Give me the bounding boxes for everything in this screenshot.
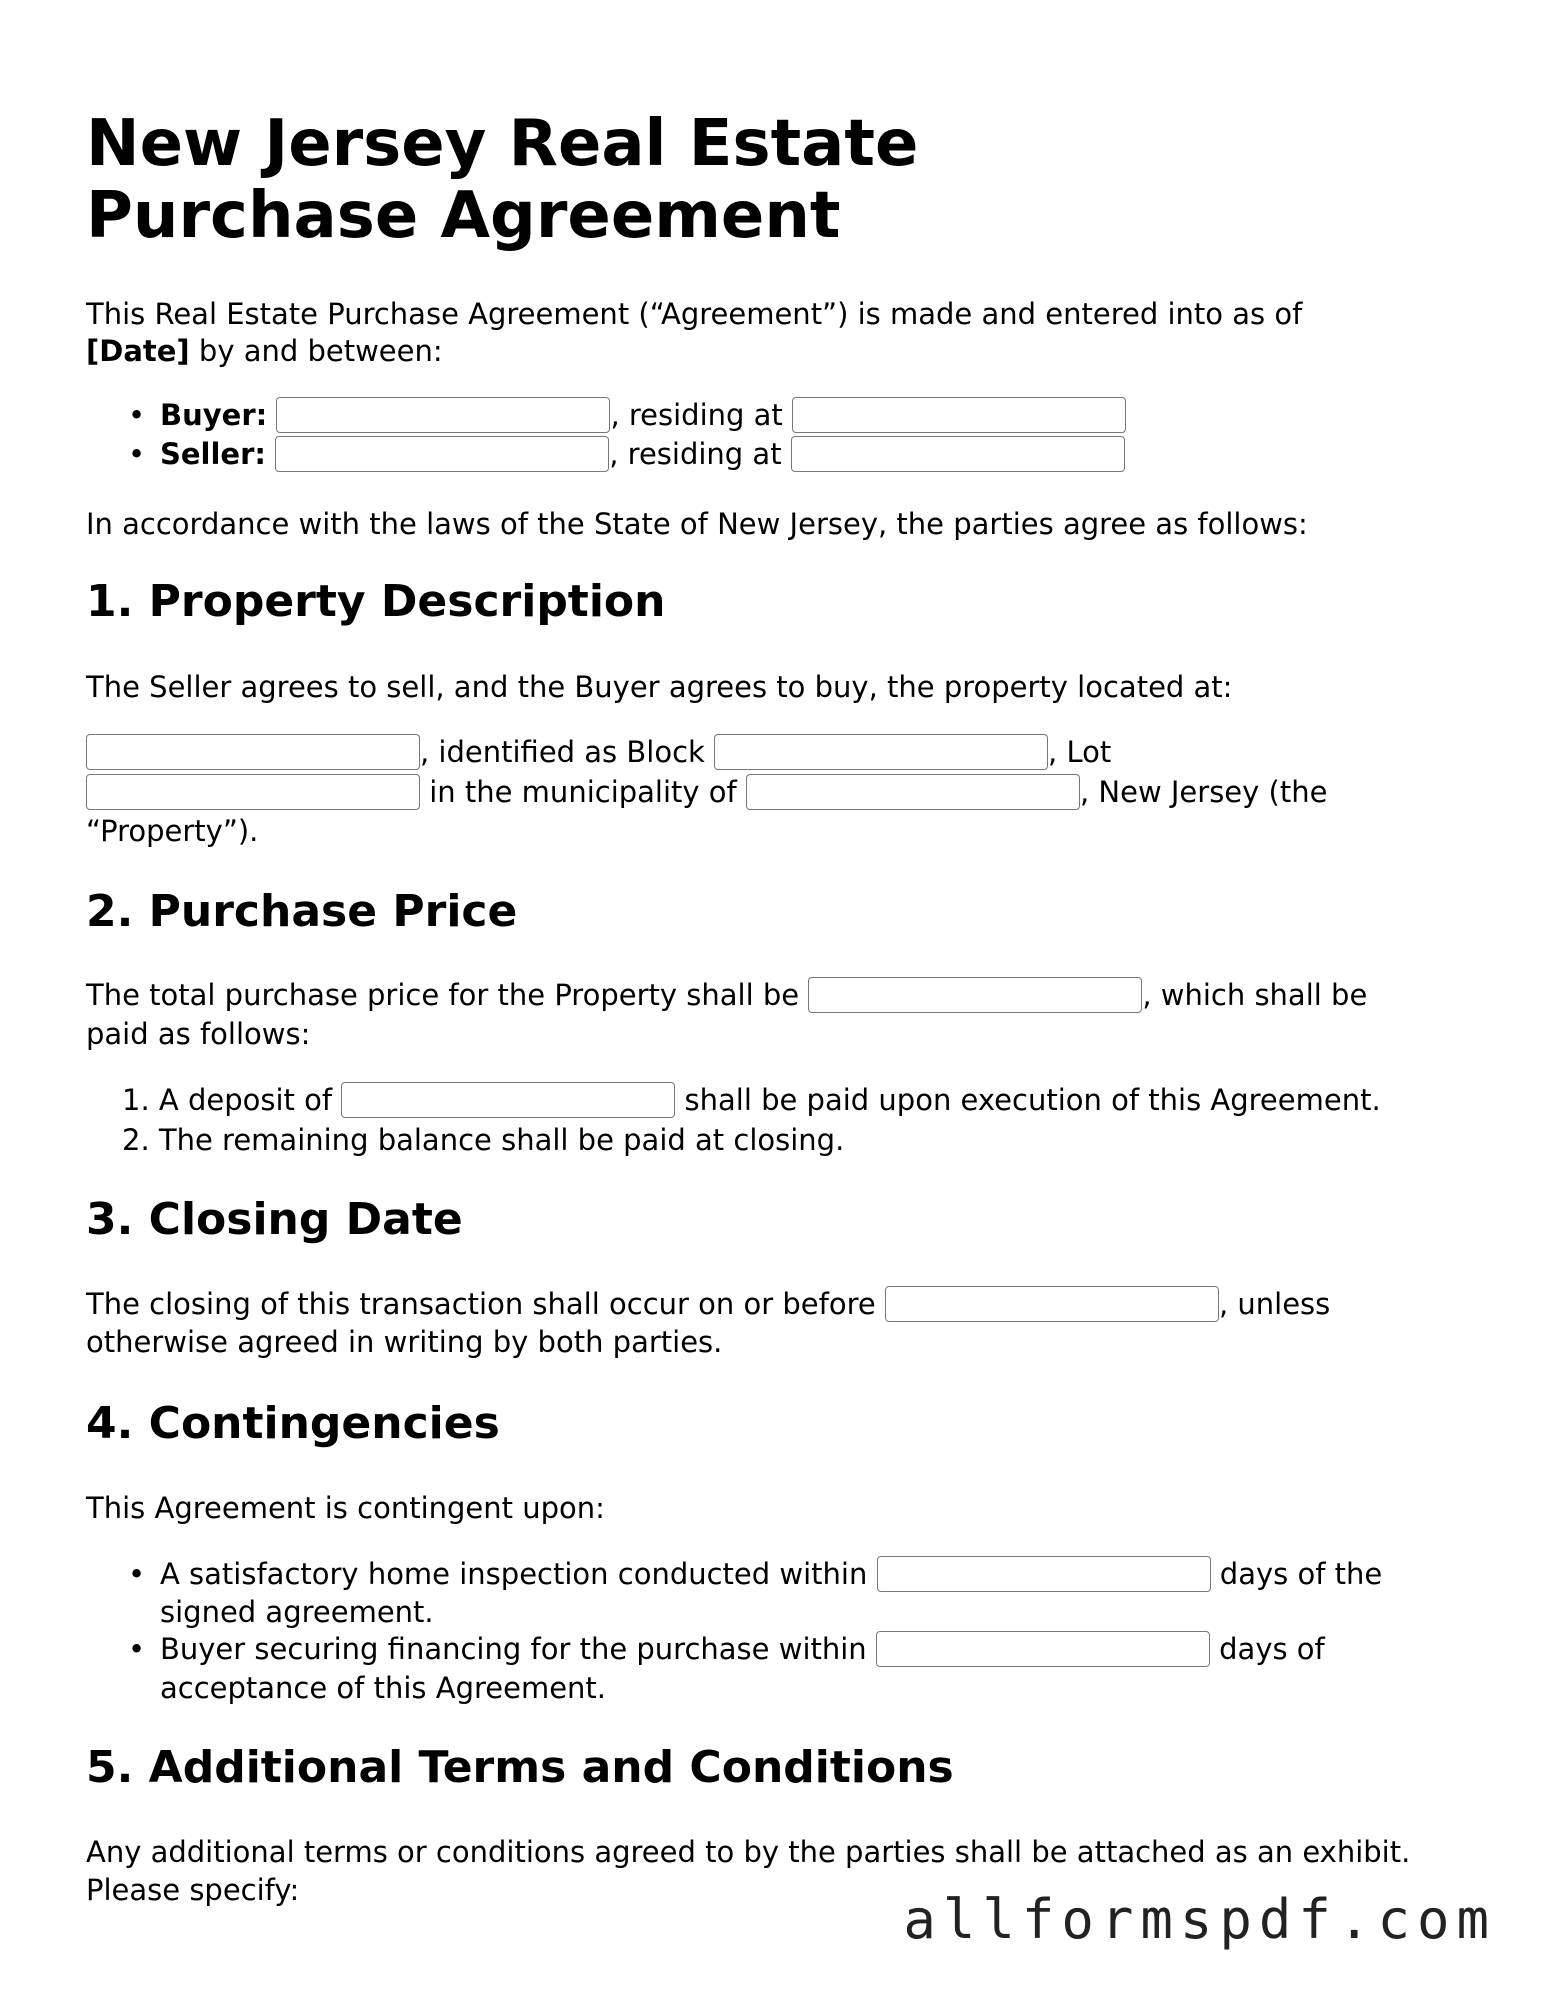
purchase-price-text: The total purchase price for the Property shall be bbox=[86, 978, 800, 1012]
financing-line-2: acceptance of this Agreement. bbox=[160, 1671, 607, 1705]
property-line-1 bbox=[86, 734, 1111, 771]
seller-name-field[interactable] bbox=[275, 436, 609, 472]
section5-line-1: Any additional terms or conditions agreed to by the parties shall be attached as an exhibit. bbox=[86, 1835, 1411, 1869]
accordance-text: In accordance with the laws of the State of New Jersey, the parties agree as follows: bbox=[86, 507, 1308, 541]
municipality-label: in the municipality of bbox=[420, 775, 737, 809]
section1-text: The Seller agrees to sell, and the Buyer agrees to buy, the property located at: bbox=[86, 670, 1233, 704]
section4-text: This Agreement is contingent upon: bbox=[86, 1491, 605, 1525]
closing-line-2: otherwise agreed in writing by both parties. bbox=[86, 1325, 723, 1359]
balance-text: The remaining balance shall be paid at closing. bbox=[158, 1123, 845, 1157]
financing-text-before: Buyer securing financing for the purchase within bbox=[160, 1632, 867, 1666]
date-placeholder: [Date] bbox=[86, 334, 190, 368]
deposit-item-number: 1. bbox=[122, 1083, 150, 1117]
new-jersey-label: , New Jersey (the bbox=[1079, 775, 1328, 809]
municipality-field[interactable] bbox=[746, 774, 1080, 810]
property-line-2 bbox=[86, 774, 1327, 811]
deposit-item bbox=[122, 1082, 1381, 1119]
section5-line-2: Please specify: bbox=[86, 1873, 300, 1907]
financing-item: • Buyer securing financing for the purchase within days of bbox=[128, 1632, 1325, 1666]
deposit-field[interactable] bbox=[341, 1082, 675, 1118]
closing-text-before: The closing of this transaction shall occur on or before bbox=[86, 1287, 876, 1321]
purchase-price-line-2: paid as follows: bbox=[86, 1017, 311, 1051]
purchase-price-text-after: , which shall be bbox=[1142, 978, 1368, 1012]
block-field[interactable] bbox=[714, 734, 1048, 770]
section1-heading: 1. Property Description bbox=[86, 576, 666, 627]
buyer-residing-label: , residing at bbox=[610, 398, 783, 432]
property-address-field[interactable] bbox=[86, 734, 420, 770]
financing-days-field[interactable] bbox=[876, 1631, 1210, 1667]
financing-text-after: days of bbox=[1219, 1632, 1325, 1666]
closing-date-field[interactable] bbox=[885, 1286, 1219, 1322]
seller-label: Seller: bbox=[160, 437, 267, 471]
intro-text-before: This Real Estate Purchase Agreement (“Agreement”) is made and entered into as of bbox=[86, 297, 1303, 331]
deposit-text-after: shall be paid upon execution of this Agreement. bbox=[684, 1083, 1381, 1117]
buyer-label: Buyer: bbox=[160, 398, 268, 432]
balance-item-number: 2. bbox=[122, 1123, 150, 1157]
buyer-address-field[interactable] bbox=[792, 397, 1126, 433]
inspection-item: • A satisfactory home inspection conducted within days of the bbox=[128, 1557, 1383, 1591]
seller-address-field[interactable] bbox=[791, 436, 1125, 472]
purchase-price-field[interactable] bbox=[808, 977, 1142, 1013]
section2-heading: 2. Purchase Price bbox=[86, 886, 518, 937]
identified-block-label: , identified as Block bbox=[420, 735, 705, 769]
inspection-line-2: signed agreement. bbox=[160, 1595, 434, 1629]
inspection-days-field[interactable] bbox=[877, 1556, 1211, 1592]
property-definition: “Property”). bbox=[86, 814, 259, 848]
inspection-text-before: A satisfactory home inspection conducted within bbox=[160, 1557, 868, 1591]
purchase-price-line bbox=[86, 977, 1367, 1014]
closing-line bbox=[86, 1286, 1330, 1323]
balance-item bbox=[122, 1122, 844, 1159]
deposit-text-before: A deposit of bbox=[158, 1083, 333, 1117]
buyer-name-field[interactable] bbox=[276, 397, 610, 433]
lot-field[interactable] bbox=[86, 774, 420, 810]
section5-heading: 5. Additional Terms and Conditions bbox=[86, 1742, 954, 1793]
lot-label: , Lot bbox=[1048, 735, 1112, 769]
document-title: New Jersey Real Estate Purchase Agreement bbox=[86, 107, 919, 253]
seller-row: • Seller: , residing at bbox=[160, 436, 1125, 473]
seller-residing-label: , residing at bbox=[609, 437, 782, 471]
intro-paragraph bbox=[86, 296, 1466, 370]
buyer-row: • Buyer: , residing at bbox=[160, 397, 1126, 434]
inspection-text-after: days of the bbox=[1219, 1557, 1383, 1591]
closing-text-after: , unless bbox=[1218, 1287, 1331, 1321]
section4-heading: 4. Contingencies bbox=[86, 1398, 500, 1449]
section3-heading: 3. Closing Date bbox=[86, 1194, 463, 1245]
watermark-logo: allformspdf.com bbox=[903, 1888, 1496, 1951]
intro-text-after: by and between: bbox=[189, 334, 443, 368]
